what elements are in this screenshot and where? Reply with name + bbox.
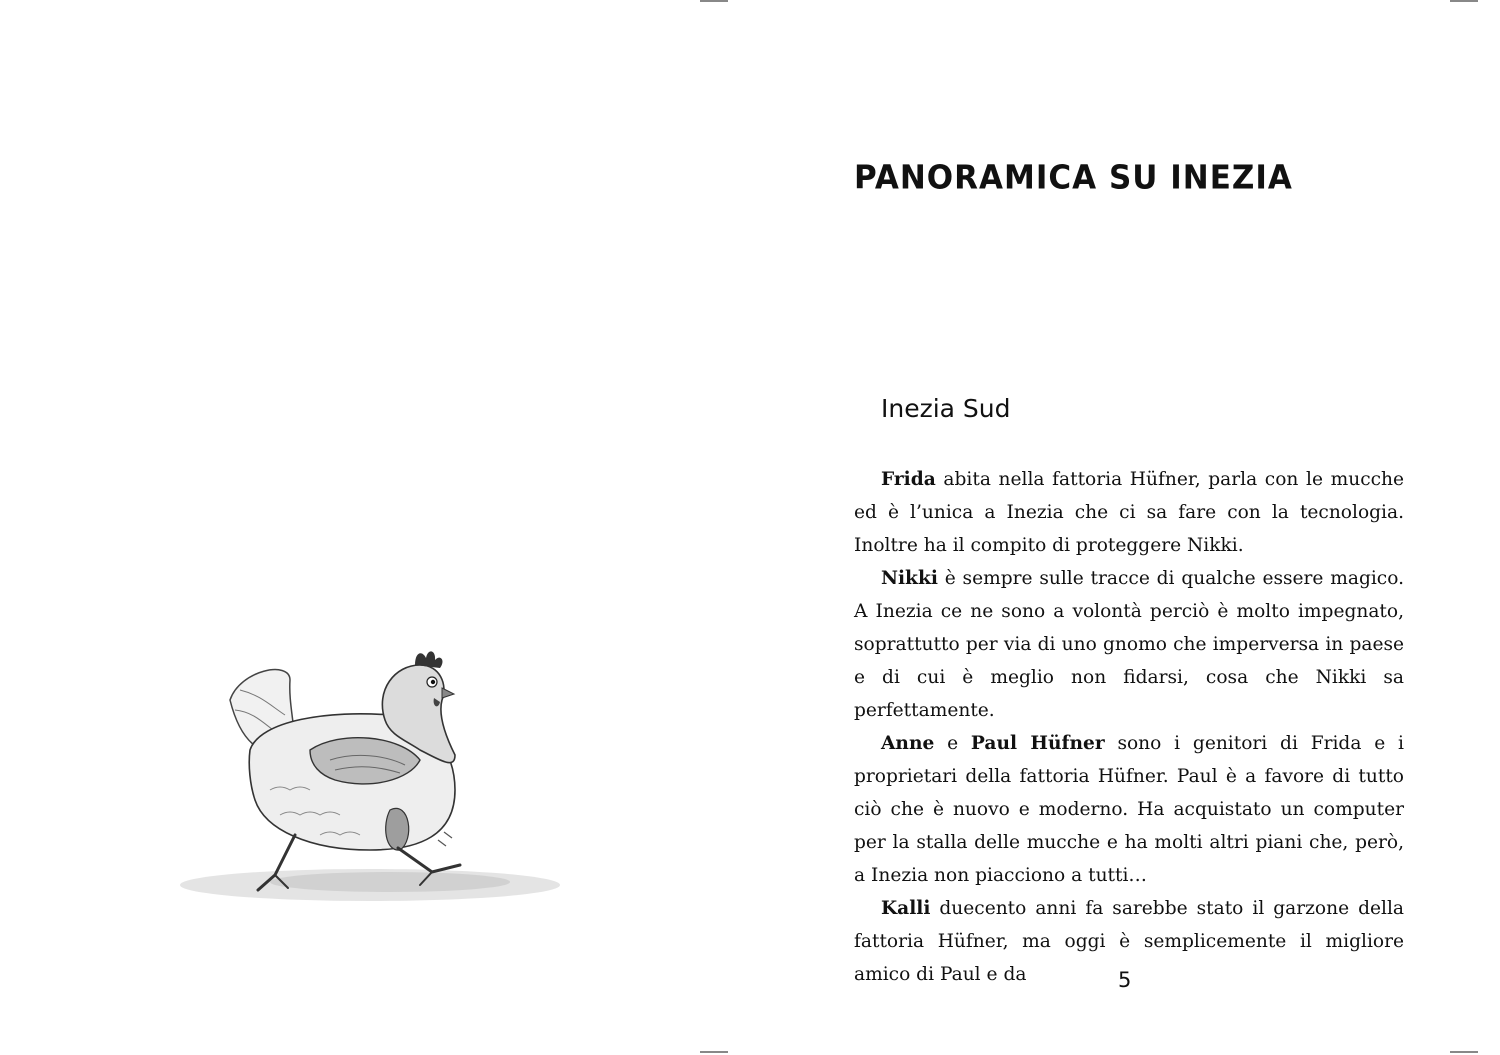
body-text (854, 463, 1404, 991)
paragraph-anne-paul (854, 727, 1404, 892)
paragraph-text: sono i genitori di Frida e i proprietari della fattoria Hüfner. Paul è a favore di tutto ciò che è nuovo e moderno. Ha acquistato un computer per la stalla delle mucche e ha molti altri piani che, però, a Inezia non piacciono a tutti… (854, 733, 1404, 886)
paragraph-text: duecento anni fa sarebbe stato il garzone della fattoria Hüfner, ma oggi è semplicemente il migliore amico di Paul e da (854, 898, 1404, 985)
paragraph-text: abita nella fattoria Hüfner, parla con le mucche ed è l’unica a Inezia che ci sa fare con la tecnologia. Inoltre ha il compito di proteggere Nikki. (854, 469, 1404, 556)
paragraph-nikki (854, 562, 1404, 727)
paragraph-text: è sempre sulle tracce di qualche essere magico. A Inezia ce ne sono a volontà perciò è molto impegnato, soprattutto per via di uno gnomo che imperversa in paese e di cui è meglio non fidarsi, cosa che Nikki sa perfettamente. (854, 568, 1404, 721)
character-name: Paul Hüfner (970, 733, 1105, 754)
paragraph-joiner: e (934, 733, 971, 754)
character-name: Frida (881, 469, 936, 490)
chapter-title: PANORAMICA SU INEZIA (854, 159, 1293, 197)
paragraph-frida (854, 463, 1404, 562)
character-name: Nikki (881, 568, 938, 589)
character-name: Kalli (881, 898, 931, 919)
character-name: Anne (881, 733, 935, 754)
page-number: 5 (1118, 968, 1132, 992)
hen-illustration (170, 640, 570, 920)
right-page (750, 0, 1500, 1055)
section-title: Inezia Sud (881, 394, 1011, 423)
